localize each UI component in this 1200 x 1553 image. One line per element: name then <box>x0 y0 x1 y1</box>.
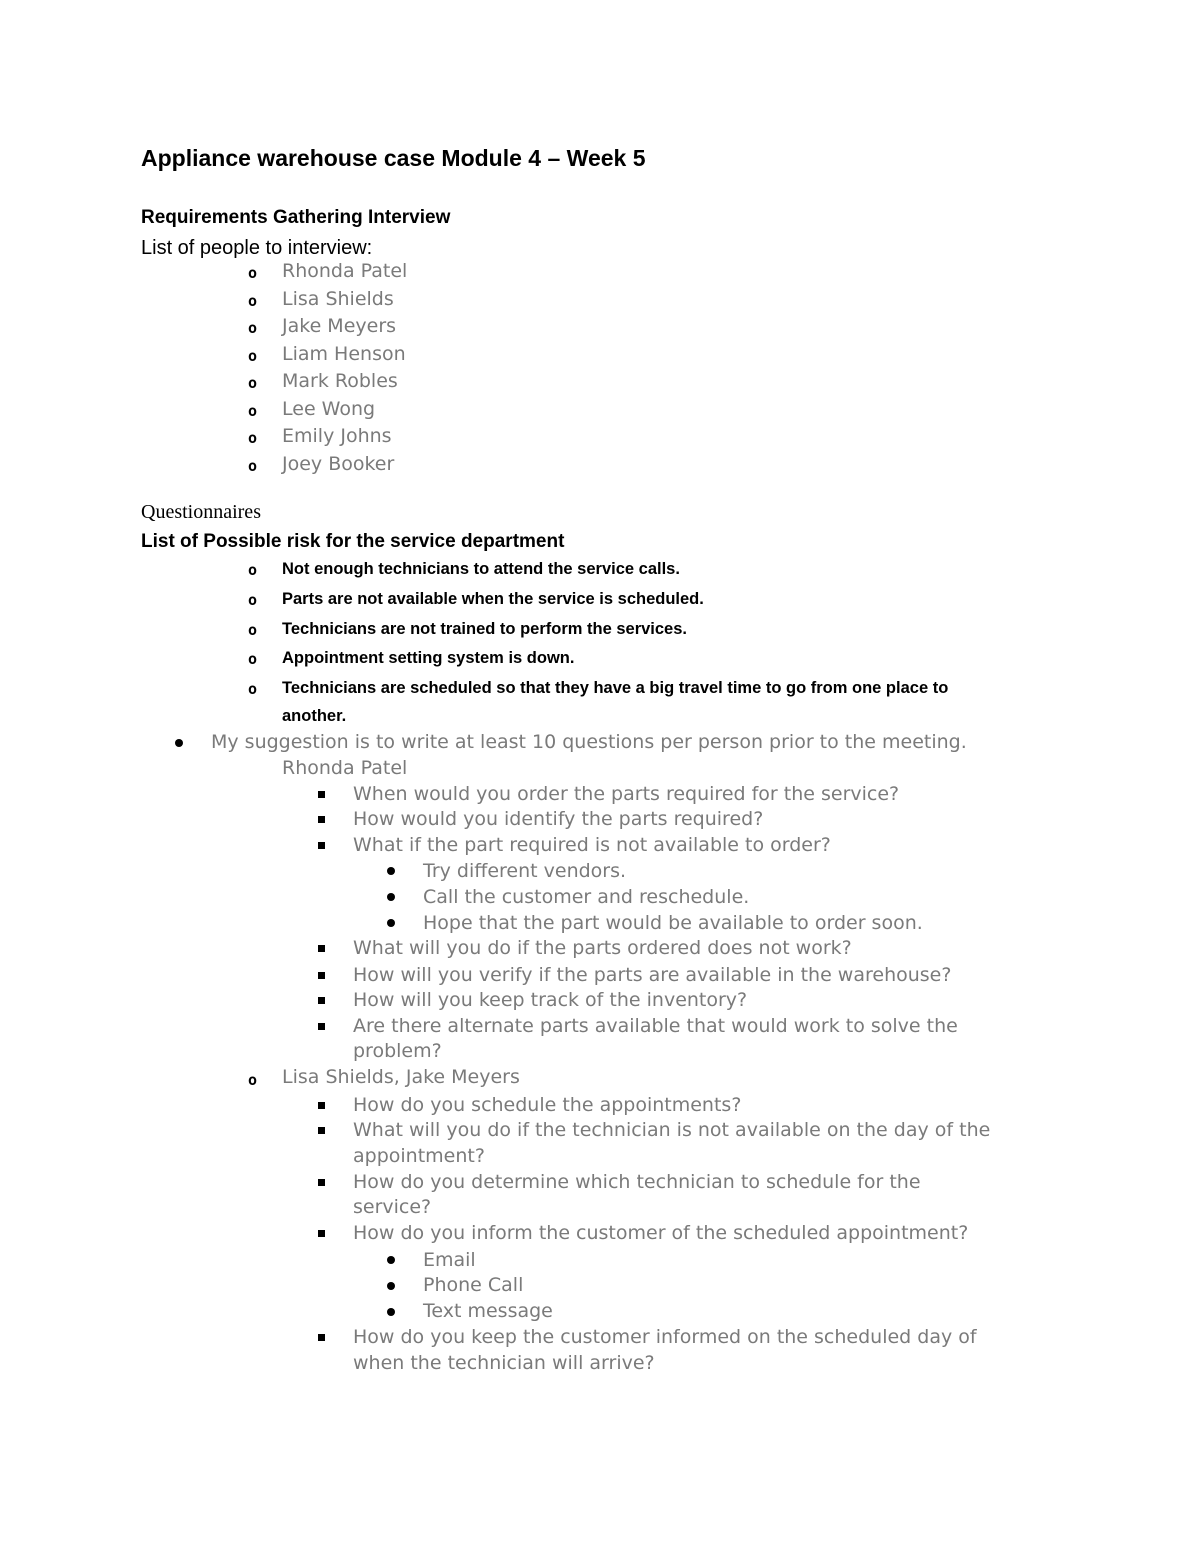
person-item: Emily Johns <box>282 425 392 447</box>
interviewee-name: Lisa Shields, Jake Meyers <box>282 1066 520 1088</box>
channel-item: Phone Call <box>423 1274 524 1296</box>
dot-bullet-icon <box>387 867 395 875</box>
dot-bullet-icon <box>387 919 395 927</box>
option-item: Try different vendors. <box>423 860 627 882</box>
question-item: Are there alternate parts available that would work to solve the <box>353 1015 958 1037</box>
question-item-continued: service? <box>353 1196 432 1218</box>
question-item: When would you order the parts required for the service? <box>353 783 900 805</box>
o-bullet-icon: o <box>248 1071 258 1089</box>
square-bullet-icon <box>318 1334 325 1341</box>
person-item: Jake Meyers <box>282 315 397 337</box>
square-bullet-icon <box>318 1023 325 1030</box>
option-item: Hope that the part would be available to order soon. <box>423 912 923 934</box>
risk-item-continued: another. <box>282 707 347 725</box>
question-item: How do you keep the customer informed on the scheduled day of <box>353 1326 977 1348</box>
dot-bullet-icon <box>387 893 395 901</box>
question-item: How would you identify the parts required? <box>353 808 764 830</box>
option-item: Call the customer and reschedule. <box>423 886 750 908</box>
o-bullet-icon: o <box>248 457 258 475</box>
dot-bullet-icon <box>387 1308 395 1316</box>
o-bullet-icon: o <box>248 402 258 420</box>
person-item: Lisa Shields <box>282 288 394 310</box>
question-item: What if the part required is not available to order? <box>353 834 831 856</box>
o-bullet-icon: o <box>248 292 258 310</box>
o-bullet-icon: o <box>248 319 258 337</box>
question-item: How do you determine which technician to schedule for the <box>353 1171 921 1193</box>
o-bullet-icon: o <box>248 621 258 639</box>
question-item: What will you do if the parts ordered does not work? <box>353 937 852 959</box>
suggestion-text: My suggestion is to write at least 10 questions per person prior to the meeting. <box>211 731 967 753</box>
question-item: How will you verify if the parts are available in the warehouse? <box>353 964 952 986</box>
square-bullet-icon <box>318 997 325 1004</box>
question-item-continued: when the technician will arrive? <box>353 1352 655 1374</box>
square-bullet-icon <box>318 1230 325 1237</box>
person-item: Liam Henson <box>282 343 406 365</box>
section-heading-questionnaires: Questionnaires <box>141 501 261 523</box>
question-item-continued: problem? <box>353 1040 442 1062</box>
section-heading-interview: Requirements Gathering Interview <box>141 207 451 228</box>
square-bullet-icon <box>318 945 325 952</box>
dot-bullet-icon <box>175 739 183 747</box>
o-bullet-icon: o <box>248 429 258 447</box>
o-bullet-icon: o <box>248 561 258 579</box>
square-bullet-icon <box>318 1179 325 1186</box>
question-item: How do you inform the customer of the scheduled appointment? <box>353 1222 969 1244</box>
square-bullet-icon <box>318 816 325 823</box>
question-item: How do you schedule the appointments? <box>353 1094 742 1116</box>
person-item: Rhonda Patel <box>282 260 408 282</box>
risk-list-heading: List of Possible risk for the service department <box>141 531 565 552</box>
person-item: Joey Booker <box>282 453 395 475</box>
o-bullet-icon: o <box>248 374 258 392</box>
o-bullet-icon: o <box>248 680 258 698</box>
square-bullet-icon <box>318 1127 325 1134</box>
o-bullet-icon: o <box>248 650 258 668</box>
question-item: How will you keep track of the inventory? <box>353 989 748 1011</box>
people-list-heading: List of people to interview: <box>141 237 373 259</box>
square-bullet-icon <box>318 972 325 979</box>
o-bullet-icon: o <box>248 264 258 282</box>
square-bullet-icon <box>318 842 325 849</box>
dot-bullet-icon <box>387 1282 395 1290</box>
o-bullet-icon: o <box>248 347 258 365</box>
square-bullet-icon <box>318 791 325 798</box>
channel-item: Email <box>423 1249 476 1271</box>
risk-item: Not enough technicians to attend the service calls. <box>282 560 680 578</box>
risk-item: Technicians are scheduled so that they have a big travel time to go from one place to <box>282 679 949 697</box>
o-bullet-icon: o <box>248 591 258 609</box>
document-title: Appliance warehouse case Module 4 – Week 5 <box>141 145 646 171</box>
person-item: Mark Robles <box>282 370 398 392</box>
person-item: Lee Wong <box>282 398 376 420</box>
channel-item: Text message <box>423 1300 553 1322</box>
risk-item: Parts are not available when the service is scheduled. <box>282 590 704 608</box>
dot-bullet-icon <box>387 1256 395 1264</box>
risk-item: Technicians are not trained to perform the services. <box>282 620 687 638</box>
interviewee-name: Rhonda Patel <box>282 757 408 779</box>
question-item: What will you do if the technician is not available on the day of the <box>353 1119 991 1141</box>
risk-item: Appointment setting system is down. <box>282 649 575 667</box>
question-item-continued: appointment? <box>353 1145 485 1167</box>
square-bullet-icon <box>318 1102 325 1109</box>
